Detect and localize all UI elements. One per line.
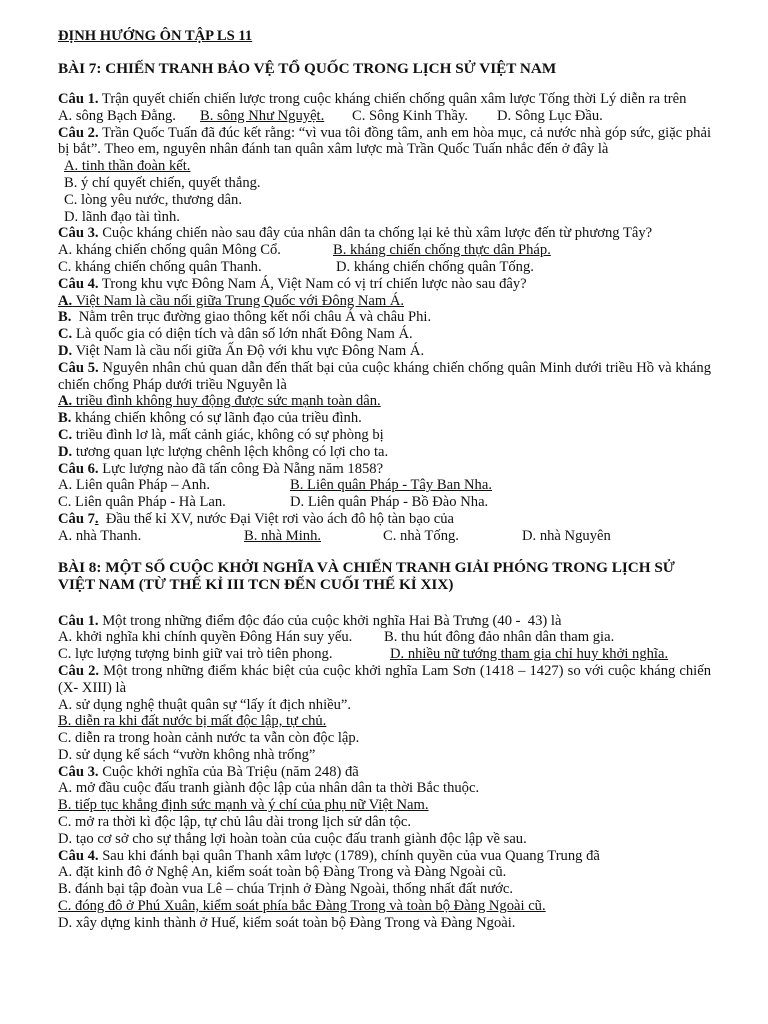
b7-q3-options-ab bbox=[58, 242, 711, 259]
b7-q1-options bbox=[58, 108, 711, 125]
question-text: Một trong những điểm khác biệt của cuộc khởi nghĩa Lam Sơn (1418 – 1427) so với cuộc kháng chiến (X- XIII) là bbox=[58, 662, 712, 696]
option-d: D. Sông Lục Đầu. bbox=[497, 107, 603, 124]
option-a: A. sử dụng nghệ thuật quân sự “lấy ít địch nhiều”. bbox=[58, 696, 352, 713]
option-d: D. Liên quân Pháp - Bồ Đào Nha. bbox=[290, 494, 489, 511]
option-c: C. kháng chiến chống quân Thanh. bbox=[58, 258, 262, 275]
b8-q1-options-ab bbox=[58, 629, 711, 646]
option-c bbox=[58, 427, 711, 444]
option-text: C. đóng đô ở Phú Xuân, kiểm soát phía bắc Đàng Trong và toàn bộ Đàng Ngoài cũ. bbox=[58, 898, 546, 915]
option-c: C. nhà Tống. bbox=[383, 527, 459, 544]
lesson-7-heading: BÀI 7: CHIẾN TRANH BẢO VỆ TỔ QUỐC TRONG LỊCH SỬ VIỆT NAM bbox=[58, 60, 557, 77]
option-a: A. mở đầu cuộc đấu tranh giành độc lập của nhân dân ta thời Bắc thuộc. bbox=[58, 780, 480, 797]
question-text: Một trong những điểm độc đáo của cuộc khởi nghĩa Hai Bà Trưng (40 - 43) là bbox=[98, 612, 562, 629]
question-label: Câu 4. bbox=[58, 847, 99, 864]
option-b-correct: B. kháng chiến chống thực dân Pháp. bbox=[333, 242, 551, 259]
option-letter: B. bbox=[58, 410, 72, 427]
b7-q7 bbox=[58, 511, 711, 528]
option-a: A. khởi nghĩa khi chính quyền Đông Hán suy yếu. bbox=[58, 629, 353, 646]
question-text: Nguyên nhân chủ quan dẫn đến thất bại của cuộc kháng chiến chống quân Minh dưới triều Hồ và kháng chiến chống Pháp dưới triều Nguyễn là bbox=[58, 359, 711, 393]
option-d: D. tạo cơ sở cho sự thắng lợi hoàn toàn của cuộc đấu tranh giành độc lập về sau. bbox=[58, 830, 527, 847]
option-b bbox=[58, 309, 711, 326]
question-label: Câu 4. bbox=[58, 275, 99, 292]
option-letter: A. bbox=[58, 393, 73, 410]
option-d bbox=[58, 444, 711, 461]
option-letter: C. bbox=[58, 426, 73, 443]
b7-q7-options bbox=[58, 528, 711, 545]
option-a: A. Liên quân Pháp – Anh. bbox=[58, 477, 211, 494]
b8-q1-options-cd bbox=[58, 646, 711, 663]
question-label: Câu 1. bbox=[58, 91, 99, 107]
question-text: Trần Quốc Tuấn đã đúc kết rằng: “vì vua tôi đồng tâm, anh em hòa mục, cả nước nhà góp sức, giặc phải bị bắt”. Theo em, nguyên nhân đánh tan quân xâm lược mà Trần Quốc Tuấn nhắc đến ở đây là bbox=[58, 124, 712, 158]
option-letter: A. bbox=[58, 292, 73, 309]
option-letter: D. bbox=[58, 342, 73, 359]
b7-q4 bbox=[58, 276, 711, 293]
question-label: Câu 3. bbox=[58, 225, 99, 242]
option-c: C. lực lượng tượng binh giữ vai trò tiên phong. bbox=[58, 646, 333, 663]
option-text: Nằm trên trục đường giao thông kết nối châu Á và châu Phi. bbox=[71, 309, 432, 326]
option-b-correct: B. Liên quân Pháp - Tây Ban Nha. bbox=[290, 477, 492, 494]
option-b: B. ý chí quyết chiến, quyết thắng. bbox=[64, 174, 261, 191]
question-label: Câu 2. bbox=[58, 662, 100, 679]
question-text: Sau khi đánh bại quân Thanh xâm lược (1789), chính quyền của vua Quang Trung đã bbox=[98, 847, 600, 864]
option-c-correct bbox=[58, 898, 711, 915]
question-text: Đầu thế kỉ XV, nước Đại Việt rơi vào ách đô hộ tàn bạo của bbox=[98, 510, 455, 527]
option-c bbox=[58, 326, 711, 343]
option-a-correct bbox=[58, 158, 711, 175]
option-d-correct: D. nhiều nữ tướng tham gia chỉ huy khởi nghĩa. bbox=[390, 646, 669, 663]
b7-q6-options-cd bbox=[58, 494, 711, 511]
b8-q4 bbox=[58, 848, 711, 865]
option-text: triều đình lơ là, mất cảnh giác, không có sự phòng bị bbox=[72, 426, 384, 443]
option-b-correct: B. sông Như Nguyệt. bbox=[200, 107, 325, 124]
option-a-correct bbox=[58, 393, 711, 410]
b7-q2 bbox=[58, 125, 711, 159]
option-c: C. Liên quân Pháp - Hà Lan. bbox=[58, 494, 226, 511]
option-d bbox=[58, 343, 711, 360]
option-b: B. thu hút đông đảo nhân dân tham gia. bbox=[384, 629, 615, 646]
b7-q6 bbox=[58, 461, 711, 478]
option-text: B. diễn ra khi đất nước bị mất độc lập, tự chủ. bbox=[58, 713, 327, 730]
option-a: A. kháng chiến chống quân Mông Cổ. bbox=[58, 242, 281, 259]
option-d: D. nhà Nguyên bbox=[522, 527, 611, 544]
b7-q3 bbox=[58, 225, 711, 242]
b8-q3 bbox=[58, 764, 711, 781]
option-c: C. mở ra thời kì độc lập, tự chủ lâu dài trong lịch sử dân tộc. bbox=[58, 814, 412, 831]
option-a: A. nhà Thanh. bbox=[58, 527, 142, 544]
question-label: Câu 7 bbox=[58, 510, 95, 527]
option-c: C. lòng yêu nước, thương dân. bbox=[64, 191, 242, 208]
question-text: Trong khu vực Đông Nam Á, Việt Nam có vị trí chiến lược nào sau đây? bbox=[98, 275, 527, 292]
b8-q1 bbox=[58, 613, 711, 630]
option-text: Là quốc gia có diện tích và dân số lớn nhất Đông Nam Á. bbox=[72, 326, 413, 343]
question-text: Lực lượng nào đã tấn công Đà Nẵng năm 1858? bbox=[98, 460, 384, 477]
option-text: triều đình không huy động được sức mạnh toàn dân. bbox=[72, 393, 381, 410]
option-c: C. diễn ra trong hoàn cảnh nước ta vẫn còn độc lập. bbox=[58, 730, 360, 747]
option-d: D. xây dựng kinh thành ở Huế, kiểm soát toàn bộ Đàng Trong và Đàng Ngoài. bbox=[58, 914, 516, 931]
question-label-dot: . bbox=[94, 510, 99, 527]
option-letter: B. bbox=[58, 309, 72, 326]
question-label: Câu 6. bbox=[58, 460, 99, 477]
option-text: Việt Nam là cầu nối giữa Trung Quốc với Đông Nam Á. bbox=[72, 292, 405, 309]
option-b-correct: B. nhà Minh. bbox=[244, 527, 322, 544]
b7-q1 bbox=[58, 91, 711, 108]
option-b bbox=[58, 410, 711, 427]
b7-q5 bbox=[58, 360, 711, 394]
question-label: Câu 2. bbox=[58, 124, 99, 141]
option-d: D. kháng chiến chống quân Tống. bbox=[336, 258, 534, 275]
option-text: Việt Nam là cầu nối giữa Ấn Độ với khu vực Đông Nam Á. bbox=[72, 342, 425, 359]
option-letter: D. bbox=[58, 443, 73, 460]
question-label: Câu 1. bbox=[58, 612, 99, 629]
option-a: A. đặt kinh đô ở Nghệ An, kiểm soát toàn bộ Đàng Trong và Đàng Ngoài cũ. bbox=[58, 864, 507, 881]
option-b-correct bbox=[58, 713, 711, 730]
document-page bbox=[58, 27, 711, 932]
option-text: B. tiếp tục khẳng định sức mạnh và ý chí của phụ nữ Việt Nam. bbox=[58, 797, 429, 814]
option-a-correct bbox=[58, 293, 711, 310]
option-b: B. đánh bại tập đoàn vua Lê – chúa Trịnh ở Đàng Ngoài, thống nhất đất nước. bbox=[58, 881, 513, 898]
question-label: Câu 5. bbox=[58, 359, 99, 376]
question-text: Cuộc khởi nghĩa của Bà Triệu (năm 248) đã bbox=[98, 763, 359, 780]
option-b-correct bbox=[58, 797, 711, 814]
option-d: D. lãnh đạo tài tình. bbox=[64, 208, 180, 225]
option-letter: C. bbox=[58, 326, 73, 343]
b7-q6-options-ab bbox=[58, 477, 711, 494]
option-a: A. sông Bạch Đằng. bbox=[58, 107, 176, 124]
question-text: Cuộc kháng chiến nào sau đây của nhân dân ta chống lại kẻ thù xâm lược đến từ phương Tây? bbox=[98, 225, 653, 242]
question-label: Câu 3. bbox=[58, 763, 99, 780]
option-text: A. tinh thần đoàn kết. bbox=[64, 158, 191, 175]
document-title: ĐỊNH HƯỚNG ÔN TẬP LS 11 bbox=[58, 28, 253, 44]
lesson-8-heading: BÀI 8: MỘT SỐ CUỘC KHỞI NGHĨA VÀ CHIẾN TRANH GIẢI PHÓNG TRONG LỊCH SỬ VIỆT NAM (TỪ THẾ KỈ III TCN ĐẾN CUỐI THẾ KỈ XIX) bbox=[58, 558, 675, 593]
question-text: Trận quyết chiến chiến lược trong cuộc kháng chiến chống quân xâm lược Tống thời Lý diễn ra trên bbox=[98, 91, 687, 107]
b8-q2 bbox=[58, 663, 711, 697]
option-c: C. Sông Kinh Thầy. bbox=[352, 107, 468, 124]
option-text: kháng chiến không có sự lãnh đạo của triều đình. bbox=[71, 410, 362, 427]
b7-q3-options-cd bbox=[58, 259, 711, 276]
option-d: D. sử dụng kế sách “vườn không nhà trống” bbox=[58, 746, 316, 763]
option-text: tương quan lực lượng chênh lệch không có lợi cho ta. bbox=[72, 443, 389, 460]
